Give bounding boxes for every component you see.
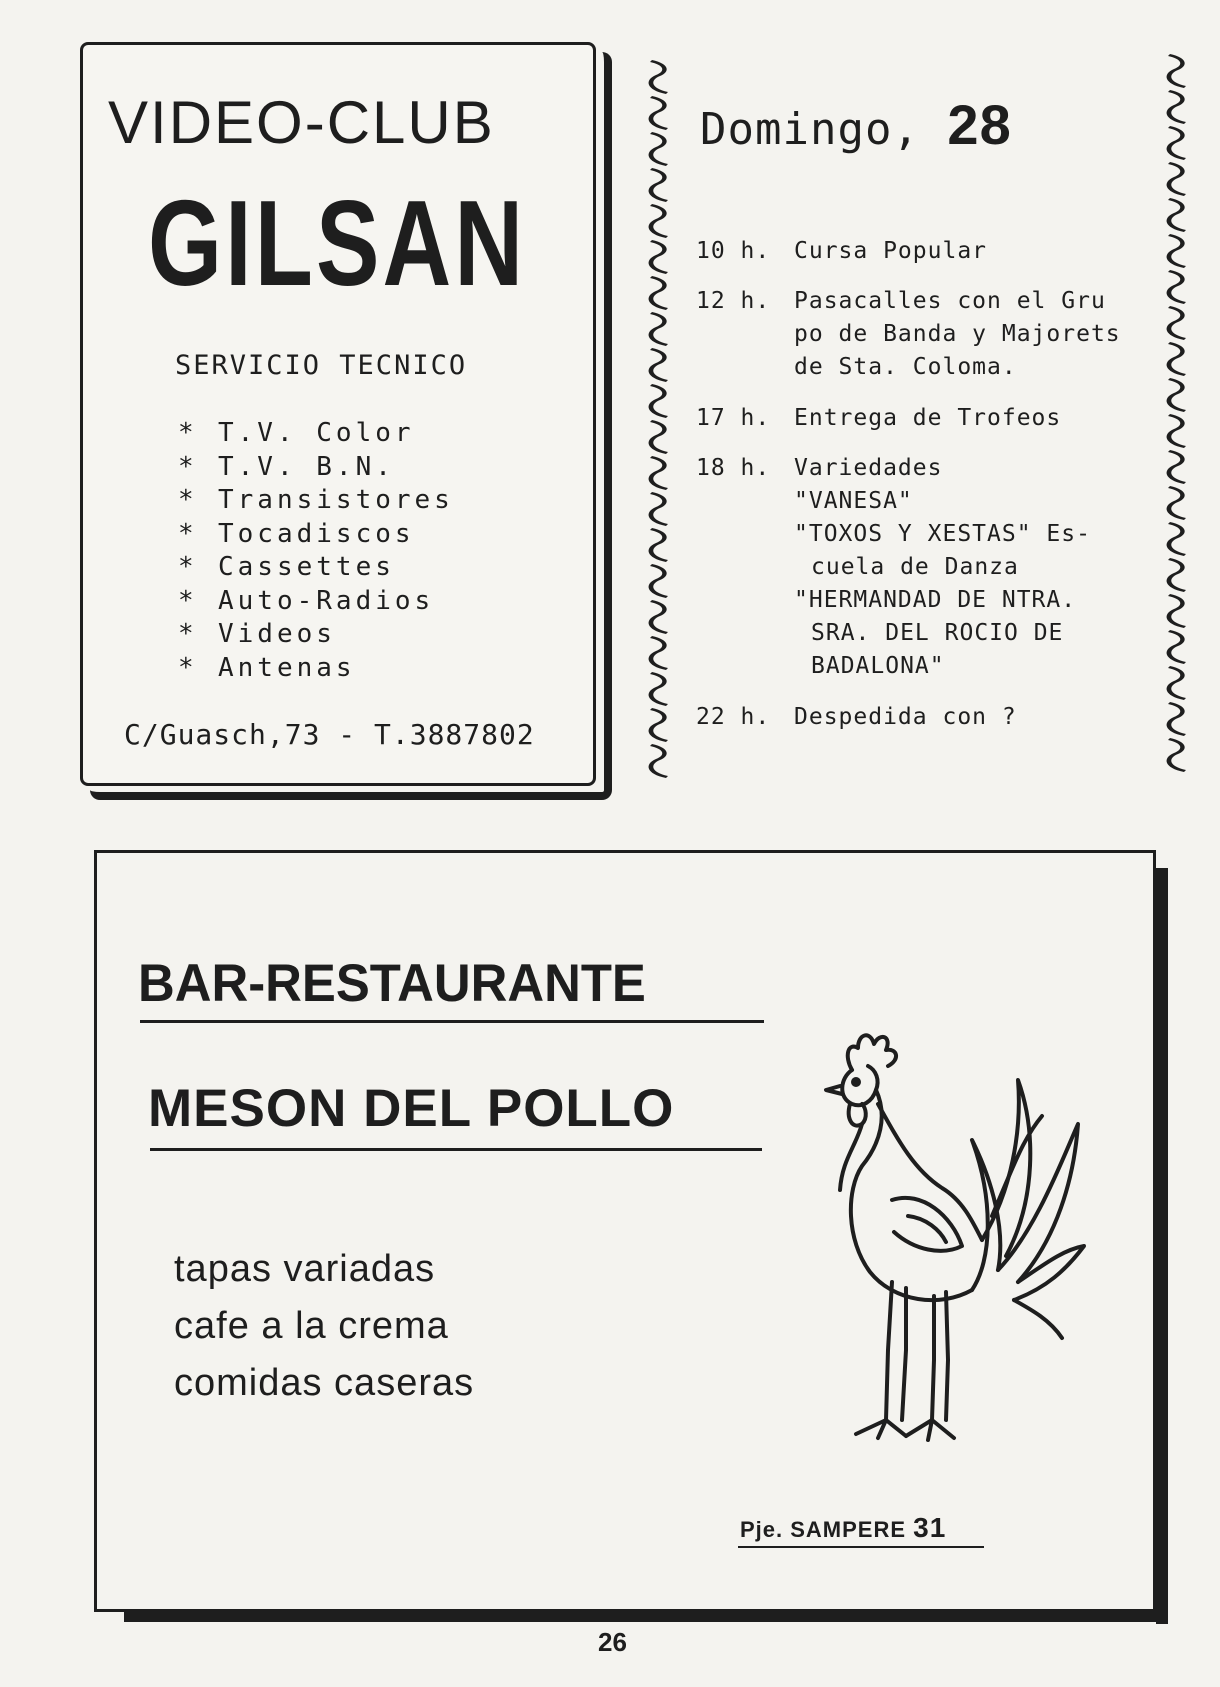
event-text: Variedades	[794, 455, 943, 481]
event-text: Despedida con ?	[794, 704, 1017, 730]
event-text: Pasacalles con el Gru	[794, 288, 1106, 314]
service-item: * Videos	[178, 619, 336, 649]
event-time: 10 h.	[696, 238, 771, 264]
service-item: * T.V. Color	[178, 418, 415, 448]
event-text: "HERMANDAD DE NTRA.	[794, 587, 1077, 613]
offer-item: tapas variadas	[174, 1248, 436, 1290]
event-time: 18 h.	[696, 455, 771, 481]
event-time: 17 h.	[696, 405, 771, 431]
restaurant-street: Pje. SAMPERE	[740, 1517, 907, 1542]
restaurant-title: BAR-RESTAURANTE	[138, 954, 646, 1013]
event-text: "VANESA"	[794, 488, 913, 514]
asterisk-icon: *	[178, 485, 198, 515]
restaurant-offer-list	[174, 1248, 474, 1419]
rope-border-right-icon	[1158, 52, 1198, 772]
schedule-date: 28	[947, 93, 1012, 156]
event-text: de Sta. Coloma.	[794, 354, 1017, 380]
asterisk-icon: *	[178, 418, 198, 448]
event-text: po de Banda y Majorets	[794, 321, 1121, 347]
offer-item: comidas caseras	[174, 1362, 475, 1404]
video-club-address: C/Guasch,73 - T.3887802	[124, 718, 535, 751]
event-time: 12 h.	[696, 288, 771, 314]
service-item: * T.V. B.N.	[178, 451, 395, 482]
service-heading: SERVICIO TECNICO	[175, 350, 468, 381]
event-time: 22 h.	[696, 704, 771, 730]
service-list	[178, 418, 454, 686]
event-text: cuela de Danza	[811, 554, 1019, 580]
service-item: * Antenas	[178, 652, 356, 683]
asterisk-icon: *	[178, 518, 198, 549]
service-item: * Cassettes	[178, 552, 395, 582]
service-item: * Transistores	[178, 485, 454, 515]
rooster-icon	[822, 1020, 1092, 1460]
asterisk-icon: *	[178, 652, 198, 683]
restaurant-name: MESON DEL POLLO	[148, 1079, 675, 1138]
event-text: Cursa Popular	[794, 238, 988, 264]
asterisk-icon: *	[178, 619, 198, 649]
schedule-title: Domingo, 28	[700, 93, 1012, 156]
service-item: * Tocadiscos	[178, 518, 415, 549]
rope-border-left-icon	[640, 58, 680, 778]
page-number: 26	[598, 1627, 627, 1657]
video-club-brand: GILSAN	[148, 175, 527, 311]
restaurant-street-number: 31	[913, 1512, 947, 1543]
event-text: "TOXOS Y XESTAS" Es-	[794, 521, 1091, 547]
divider	[738, 1546, 984, 1548]
event-text: Entrega de Trofeos	[794, 405, 1062, 431]
service-item: * Auto-Radios	[178, 585, 435, 616]
restaurant-ad-shadow	[1156, 868, 1168, 1624]
divider	[150, 1148, 762, 1151]
event-text: SRA. DEL ROCIO DE	[811, 620, 1064, 646]
event-text: BADALONA"	[811, 653, 945, 679]
asterisk-icon: *	[178, 585, 198, 616]
offer-item: cafe a la crema	[174, 1305, 449, 1347]
divider	[140, 1020, 764, 1023]
asterisk-icon: *	[178, 451, 198, 482]
asterisk-icon: *	[178, 552, 198, 582]
restaurant-address	[740, 1512, 946, 1544]
video-club-title: VIDEO-CLUB	[108, 89, 495, 156]
